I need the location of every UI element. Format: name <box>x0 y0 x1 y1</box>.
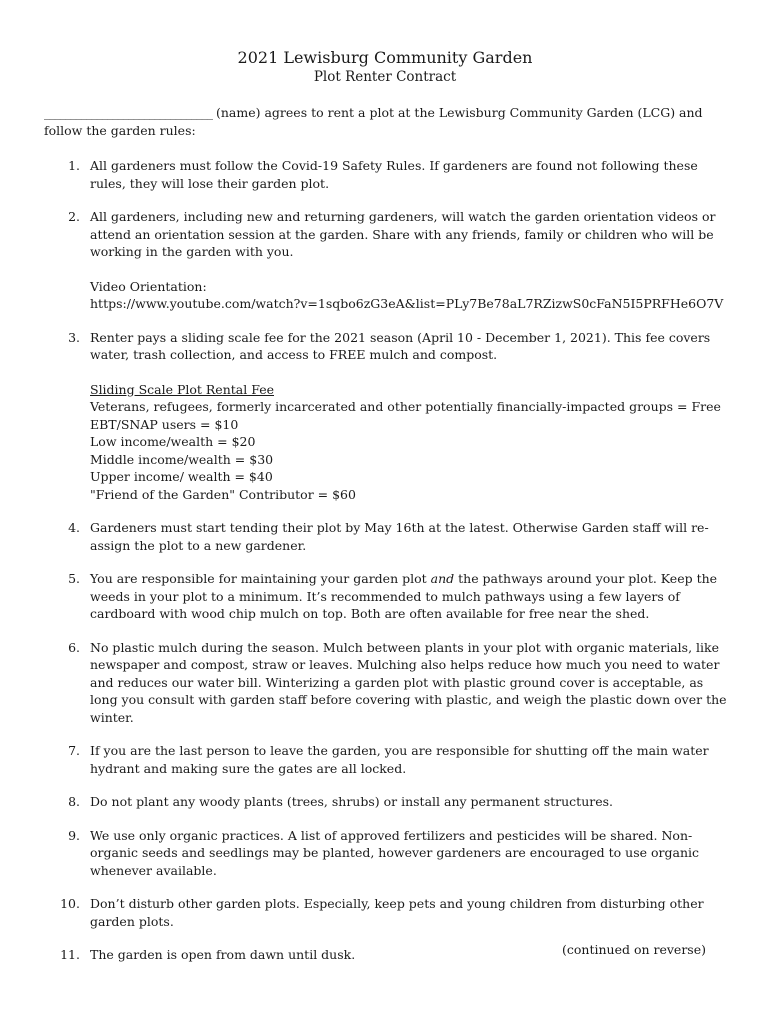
fee-schedule <box>90 381 734 504</box>
fee-line: Upper income/ wealth = $40 <box>90 469 273 484</box>
fee-line: EBT/SNAP users = $10 <box>90 416 239 432</box>
fee-line: Low income/wealth = $20 <box>90 434 256 449</box>
rule-item <box>44 827 734 880</box>
rule-number: 3. <box>68 329 80 345</box>
fee-line: Veterans, refugees, formerly incarcerated and other potentially financially-impacted groups = Free <box>90 399 721 414</box>
rule-number: 5. <box>68 571 80 586</box>
fee-line: Middle income/wealth = $30 <box>90 451 274 467</box>
rule-item <box>44 895 734 930</box>
rule-item <box>44 742 734 777</box>
intro-text: (name) agrees to rent a plot at the Lewisburg Community Garden (LCG) and follow the garden rules: <box>44 105 703 138</box>
rule-item <box>44 793 734 811</box>
name-blank-line[interactable]: ________________________________ <box>44 105 212 120</box>
rule-number: 2. <box>68 209 80 224</box>
video-link[interactable]: https://www.youtube.com/watch?v=1sqbo6zG3eA&list=PLy7Be78aL7RZizwS0cFaN5I5PRFHe6O7V <box>90 296 724 311</box>
continued-note: (continued on reverse) <box>562 942 706 957</box>
rule-text: All gardeners, including new and returning gardeners, will watch the garden orientation videos or attend an orientation session at the garden. Share with any friends, family or children who will be working in the garden with you. <box>90 209 716 259</box>
rule-text: Do not plant any woody plants (trees, shrubs) or install any permanent structures. <box>90 794 614 809</box>
rule-text: Renter pays a sliding scale fee for the 2021 season (April 10 - December 1, 2021). This fee covers water, trash collection, and access to FREE mulch and compost. <box>90 329 711 362</box>
rule-text: We use only organic practices. A list of approved fertilizers and pesticides will be shared. Non-organic seeds and seedlings may be planted, however gardeners are encouraged to use organic whenever available. <box>90 827 699 878</box>
rule-item <box>44 570 734 623</box>
rule-text-end: the pathways around your plot. Keep the weeds in your plot to a minimum. It’s recommended to mulch pathways using a few layers of cardboard with wood chip mulch on top. Both are often available for free near the shed. <box>90 571 718 621</box>
rule-number: 4. <box>68 520 80 535</box>
rule-text-emphasis: and <box>430 571 455 586</box>
fee-line: "Friend of the Garden" Contributor = $60 <box>90 486 356 502</box>
rule-number: 6. <box>68 639 80 655</box>
rule-item <box>44 639 734 727</box>
rule-text-start: You are responsible for maintaining your garden plot <box>90 571 431 586</box>
rule-text: Gardeners must start tending their plot by May 16th at the latest. Otherwise Garden staff will re-assign the plot to a new gardener. <box>90 520 709 553</box>
rule-number: 10. <box>60 896 80 911</box>
document-title: 2021 Lewisburg Community Garden <box>237 48 533 67</box>
rule-text: Don’t disturb other garden plots. Especially, keep pets and young children from disturbing other garden plots. <box>90 896 704 929</box>
rule-number: 9. <box>68 827 80 843</box>
rule-item <box>44 519 734 554</box>
rule-text: The garden is open from dawn until dusk. <box>90 947 356 962</box>
rules-list <box>44 157 734 980</box>
rule-item <box>44 208 734 313</box>
video-label: Video Orientation: <box>90 278 207 294</box>
rule-item <box>44 157 734 192</box>
rule-number: 1. <box>68 158 80 173</box>
rule-number: 11. <box>60 947 80 962</box>
video-orientation <box>90 278 734 313</box>
rule-number: 7. <box>68 743 80 758</box>
intro-paragraph <box>44 104 734 140</box>
rule-text: If you are the last person to leave the garden, you are responsible for shutting off the main water hydrant and making sure the gates are all locked. <box>90 743 709 776</box>
rule-number: 8. <box>68 794 80 809</box>
fee-heading: Sliding Scale Plot Rental Fee <box>90 381 274 397</box>
rule-text: All gardeners must follow the Covid-19 Safety Rules. If gardeners are found not following these rules, they will lose their garden plot. <box>90 158 698 191</box>
document-subtitle: Plot Renter Contract <box>313 69 457 85</box>
rule-item <box>44 329 734 504</box>
rule-text: No plastic mulch during the season. Mulch between plants in your plot with organic materials, like newspaper and compost, straw or leaves. Mulching also helps reduce how much you need to water and reduces our water bill. Winterizing a garden plot with plastic ground cover is acceptable, as long you consult with garden staff before covering with plastic, and weigh the plastic down over the winter. <box>90 639 727 725</box>
